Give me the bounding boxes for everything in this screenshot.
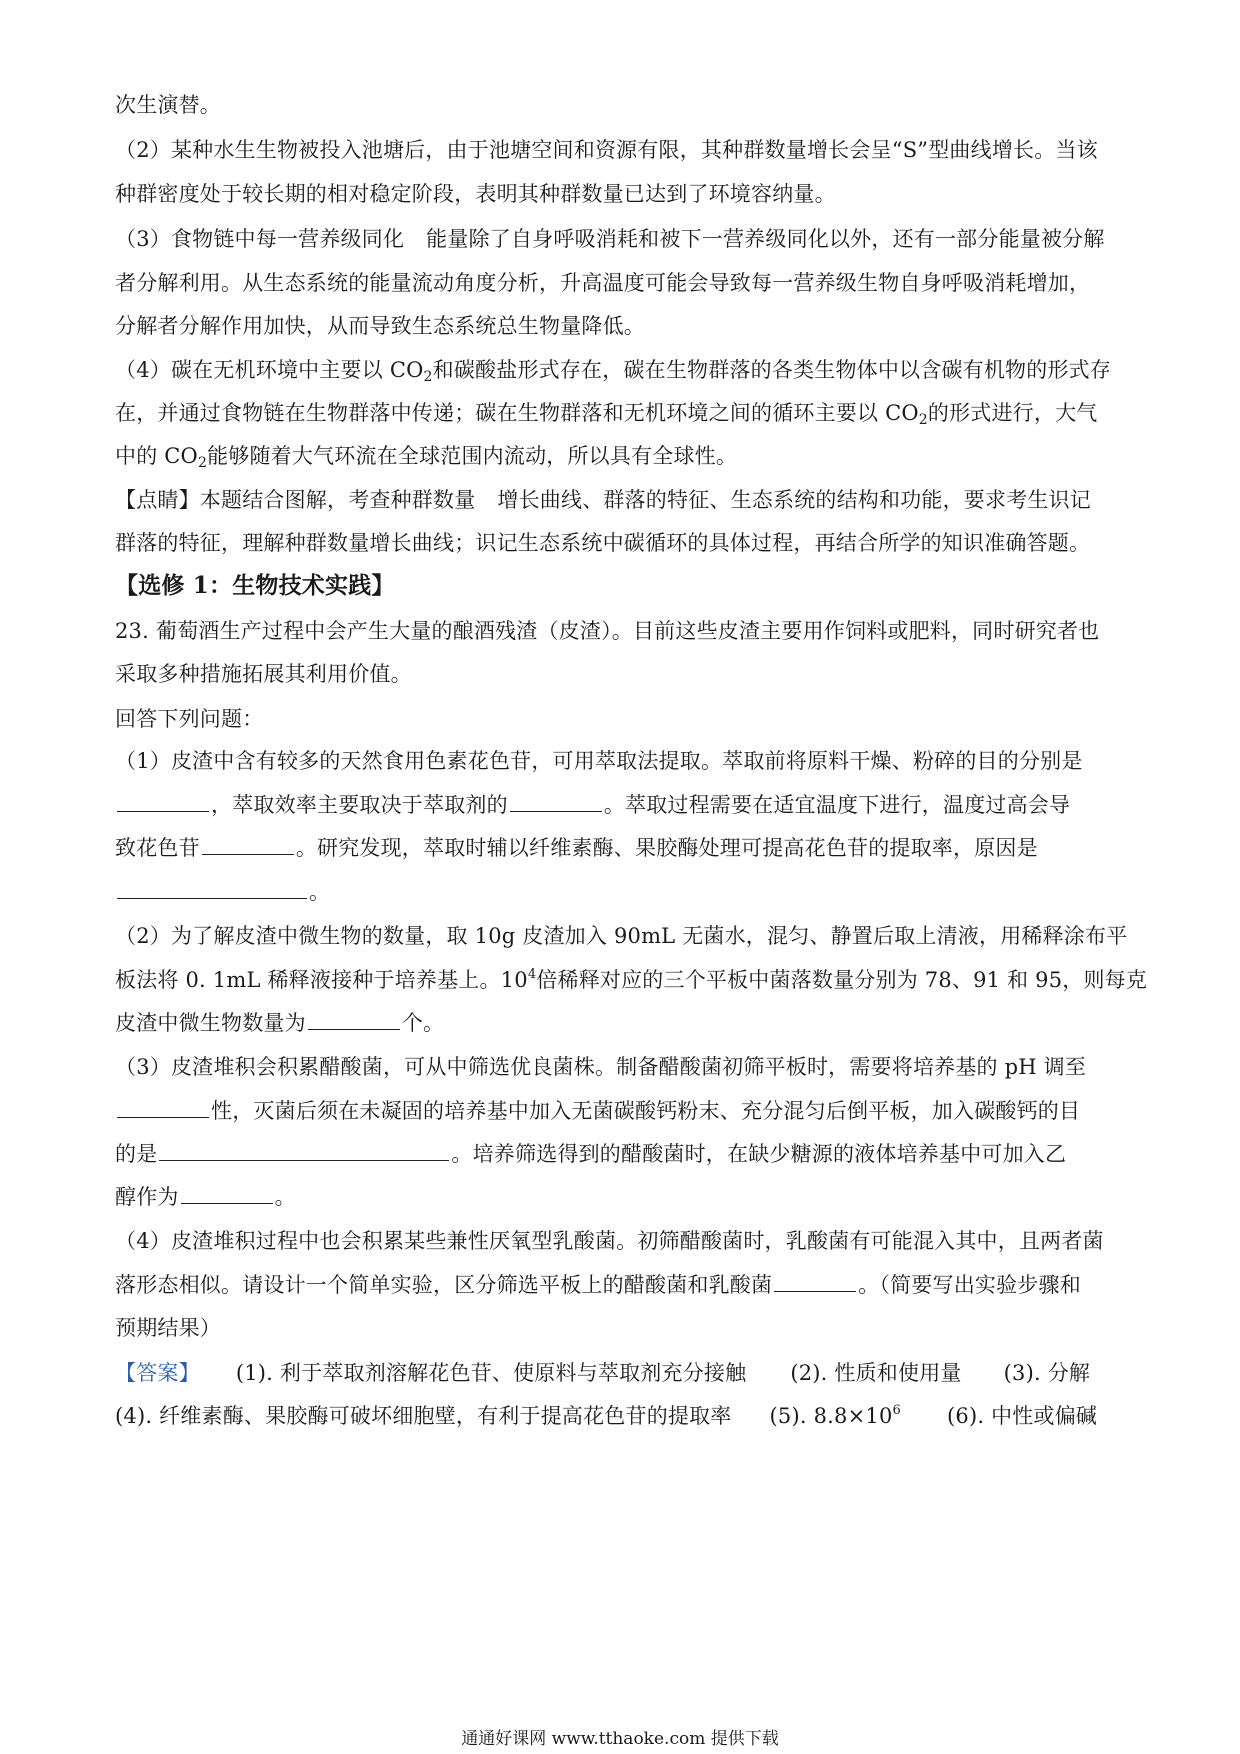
text: 预期结果） <box>115 1316 221 1340</box>
text: 。研究发现，萃取时辅以纤维素酶、果胶酶处理可提高花色苷的提取率，原因是 <box>295 836 1038 860</box>
text: 种群密度处于较长期的相对稳定阶段，表明其种群数量已达到了环境容纳量。 <box>115 182 836 206</box>
question-line <box>115 616 1130 646</box>
text: 回答下列问题： <box>115 707 264 731</box>
text: 在，并通过食物链在生物群落中传递；碳在生物群落和无机环境之间的循环主要以 CO <box>115 401 919 425</box>
answer-item: (5). 8.8×10 <box>769 1404 893 1428</box>
question-line <box>115 1096 1130 1126</box>
text: 。 <box>274 1185 296 1209</box>
text: 和碳酸盐形式存在，碳在生物群落的各类生物体中以含碳有机物的形式存 <box>432 358 1112 382</box>
text: （4）皮渣堆积过程中也会积累某些兼性厌氧型乳酸菌。初筛醋酸菌时，乳酸菌有可能混入其中，且两者菌 <box>115 1229 1104 1253</box>
text: 群落的特征，理解种群数量增长曲线；识记生态系统中碳循环的具体过程，再结合所学的知识准确答题。 <box>115 531 1091 555</box>
question-line <box>115 833 1130 863</box>
superscript: 4 <box>527 967 537 982</box>
subscript: 2 <box>918 412 928 428</box>
answer-line <box>115 1401 1130 1431</box>
question-line <box>115 965 1148 995</box>
question-line <box>115 877 1130 907</box>
text: 板法将 0. 1mL 稀释液接种于培养基上。10 <box>115 968 528 992</box>
answer-blank[interactable] <box>202 834 294 855</box>
answer-blank[interactable] <box>117 878 307 899</box>
text: 落形态相似。请设计一个简单实验，区分筛选平板上的醋酸菌和乳酸菌 <box>115 1273 773 1297</box>
text: 【点睛】本题结合图解，考查种群数量 <box>115 488 476 512</box>
text: 23. 葡萄酒生产过程中会产生大量的酿酒残渣（皮渣）。目前这些皮渣主要用作饲料或肥料，同时研究者也 <box>115 619 1100 643</box>
text: 采取多种措施拓展其利用价值。 <box>115 662 412 686</box>
text: 的是 <box>115 1142 158 1166</box>
paragraph-line <box>115 135 1130 165</box>
answer-blank[interactable] <box>181 1183 273 1204</box>
subscript: 2 <box>197 455 208 471</box>
answer-blank[interactable] <box>774 1271 856 1292</box>
paragraph-line <box>115 224 1130 254</box>
text: 分解者分解作用加快，从而导致生态系统总生物量降低。 <box>115 314 645 338</box>
answer-blank[interactable] <box>159 1140 449 1161</box>
text: 能量除了自身呼吸消耗和被下一营养级同化以外，还有一部分能量被分解 <box>426 227 1105 251</box>
question-line <box>115 746 1130 776</box>
question-line <box>115 704 1130 734</box>
question-line <box>115 1008 1130 1038</box>
footer-text: 通通好课网 www.tthaoke.com 提供下载 <box>461 1729 779 1749</box>
question-line <box>115 921 1130 951</box>
text: 。培养筛选得到的醋酸菌时，在缺少糖源的液体培养基中可加入乙 <box>451 1142 1067 1166</box>
text: （3）皮渣堆积会积累醋酸菌，可从中筛选优良菌株。制备醋酸菌初筛平板时，需要将培养基的 pH 调至 <box>115 1055 1087 1079</box>
page-footer <box>0 1728 1240 1750</box>
answer-line <box>115 1358 1130 1388</box>
question-line <box>115 1052 1130 1082</box>
paragraph-line <box>115 90 1130 120</box>
text: （4）碳在无机环境中主要以 CO <box>115 358 424 382</box>
answer-blank[interactable] <box>117 791 209 812</box>
text: 皮渣中微生物数量为 <box>115 1011 306 1035</box>
text: 。萃取过程需要在适宜温度下进行，温度过高会导 <box>603 793 1071 817</box>
answer-blank[interactable] <box>117 1097 209 1118</box>
question-line <box>115 1270 1130 1300</box>
paragraph-line <box>115 355 1130 385</box>
text: 次生演替。 <box>115 93 221 117</box>
question-line <box>115 1182 1130 1212</box>
answer-blank[interactable] <box>308 1009 400 1030</box>
paragraph-line <box>115 311 1130 341</box>
question-line <box>115 790 1130 820</box>
text: 【选修 1：生物技术实践】 <box>115 572 395 599</box>
answer-item: (4). 纤维素酶、果胶酶可破坏细胞壁，有利于提高花色苷的提取率 <box>115 1404 732 1428</box>
question-line <box>115 1313 1130 1343</box>
paragraph-line <box>115 441 1130 471</box>
comment-line <box>115 528 1130 558</box>
text: 增长曲线、群落的特征、生态系统的结构和功能，要求考生识记 <box>497 488 1092 512</box>
subscript: 2 <box>423 369 433 385</box>
text: （2）某种水生生物被投入池塘后，由于池塘空间和资源有限，其种群数量增长会呈“S”型曲线增长。当该 <box>115 138 1098 162</box>
text: 能够随着大气环流在全球范围内流动，所以具有全球性。 <box>207 444 738 468</box>
answer-blank[interactable] <box>510 791 602 812</box>
question-line <box>115 1139 1130 1169</box>
section-heading <box>115 571 1130 601</box>
text: 个。 <box>401 1011 445 1035</box>
text: 的形式进行，大气 <box>927 401 1098 425</box>
text: （3）食物链中每一营养级同化 <box>115 227 405 251</box>
question-line <box>115 659 1130 689</box>
paragraph-line <box>115 398 1130 428</box>
answer-item: (1). 利于萃取剂溶解花色苷、使原料与萃取剂充分接触 <box>235 1361 747 1385</box>
text: （1）皮渣中含有较多的天然食用色素花色苷，可用萃取法提取。萃取前将原料干燥、粉碎的目的分别是 <box>115 749 1083 773</box>
paragraph-line <box>115 268 1130 298</box>
text: 倍稀释对应的三个平板中菌落数量分别为 78、91 和 95，则每克 <box>536 968 1148 992</box>
text: 。 <box>309 880 331 904</box>
text: 醇作为 <box>115 1185 179 1209</box>
text: 性，灭菌后须在未凝固的培养基中加入无菌碳酸钙粉末、充分混匀后倒平板，加入碳酸钙的目 <box>211 1099 1081 1123</box>
text: （2）为了解皮渣中微生物的数量，取 10g 皮渣加入 90mL 无菌水，混匀、静置后取上清液，用稀释涂布平 <box>115 924 1128 948</box>
answer-item: (2). 性质和使用量 <box>790 1361 962 1385</box>
superscript: 6 <box>892 1403 901 1418</box>
text: 。（简要写出实验步骤和 <box>858 1273 1081 1297</box>
text: 者分解利用。从生态系统的能量流动角度分析，升高温度可能会导致每一营养级生物自身呼吸消耗增加， <box>115 271 1091 295</box>
comment-line <box>115 485 1130 515</box>
text: 致花色苷 <box>115 836 200 860</box>
question-line <box>115 1226 1130 1256</box>
paragraph-line <box>115 179 1130 209</box>
answer-item: (6). 中性或偏碱 <box>947 1404 1098 1428</box>
answer-tag: 【答案】 <box>115 1361 200 1385</box>
answer-item: (3). 分解 <box>1003 1361 1091 1385</box>
text: ，萃取效率主要取决于萃取剂的 <box>211 793 508 817</box>
text: 中的 CO <box>115 444 198 468</box>
